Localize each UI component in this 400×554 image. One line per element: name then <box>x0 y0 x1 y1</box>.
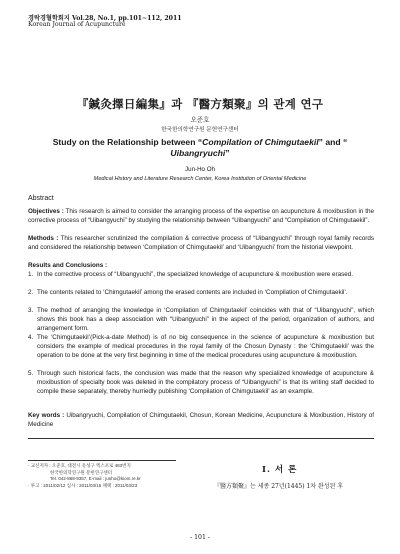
affiliation-ko: 한국한의학연구원 문헌연구센터 <box>161 127 239 133</box>
english-title-mid: ” and “ <box>318 137 348 147</box>
page-number: - 101 - <box>190 534 210 541</box>
english-title-prefix: Study on the Relationship between “ <box>52 137 203 147</box>
keywords-label: Key words : <box>28 412 65 419</box>
methods-text: This researcher scrutinized the compilation & corrective process of “Uibangyuchi” through royal family records and considered the relationship between ‘Compilation of Chimgutaekil’ and ‘Uibangyuchi’ from the historial viewpoint. <box>28 235 374 251</box>
section-heading-introduction: Ⅰ. 서 론 <box>262 465 298 475</box>
footnote-line: Tel. 042-868-9357, E-mail : junho@kiom.re.kr <box>50 476 141 482</box>
abstract-objectives <box>28 208 374 226</box>
objectives-label: Objectives : <box>28 208 64 215</box>
english-title-work2: Uibangryuchi <box>170 147 226 158</box>
abstract-results-label: Results and Conclusions : <box>28 262 108 269</box>
result-item-text: In the corrective process of “Uibangyuchi”, the specialized knowledge of acupuncture & moxibustion were erased. <box>37 271 354 278</box>
footnote-divider <box>28 460 176 461</box>
affiliation-en: Medical History and Literature Research Center, Korea Institution of Oriental Medicine <box>93 176 307 182</box>
english-title-work1: Compilation of Chimgutaekil <box>202 137 319 147</box>
result-item <box>28 307 374 334</box>
result-item <box>28 271 374 280</box>
result-item-number: 2. <box>28 289 34 296</box>
result-item <box>28 334 374 361</box>
journal-header-en: Korean Journal of Acupuncture <box>28 21 126 28</box>
author-name-ko: 오준호 <box>190 116 210 124</box>
abstract-methods <box>28 235 374 253</box>
result-item-number: 1. <box>28 271 34 278</box>
footnote-line: · 투고 : 2011/02/12 심사 : 2011/03/16 채택 : 2011/03/23 <box>28 482 138 488</box>
objectives-text: This research is aimed to consider the arranging process of the expertise on acupuncture & moxibustion in the corrective process of “Uibangyuchi” by studying the relationship between “Uibangyuchi” and “Compilation of Chimgutaekil”. <box>28 208 374 224</box>
result-item-text: The ‘Chimgutaekil’(Pick-a-date Method) is of no big consequence in the science of acupuncture & moxibustion but considers the example of medical procedures in the royal family of the Chosun Dynasty : the ‘Chimgutaekil’ was the operation to be done at the very first beginning in time of the medical procedures using acupuncture & moxibustion. <box>37 334 374 359</box>
footnote <box>28 463 141 489</box>
page-title: 『鍼灸擇日編集』과 『醫方類聚』의 관계 연구 <box>76 97 324 111</box>
keywords <box>28 412 374 430</box>
journal-header-ko: 경락경혈학회지 Vol.28, No.1, pp.101∼112, 2011 <box>28 15 182 22</box>
abstract-heading: Abstract <box>28 195 54 202</box>
result-item <box>28 289 374 298</box>
result-item <box>28 370 374 397</box>
keywords-divider <box>28 438 374 439</box>
methods-label: Methods : <box>28 235 59 242</box>
english-title-suffix: ” <box>225 147 230 158</box>
footnote-line: 한국한의학연구원 문헌연구센터 <box>50 469 113 475</box>
result-item-number: 3. <box>28 307 34 314</box>
keywords-text: Uibangryuchi, Compilation of Chimgutaekil, Chosun, Korean Medicine, Acupuncture & Moxibustion, History of Medicine <box>28 412 374 428</box>
result-item-number: 4. <box>28 334 34 341</box>
author-name-en: Jun-Ho Oh <box>185 166 215 173</box>
introduction-text: 『醫方類聚』는 세종 27년(1445) 1차 완성된 후 <box>214 483 344 490</box>
footnote-line: · 교신저자 : 오준호, 대전시 유성구 엑스포로 483번지 <box>28 463 131 468</box>
result-item-text: Through such historical facts, the conclusion was made that the reason why specialized knowledge of acupuncture & moxibustion of specialty book was deleted in the compilatory process of “Uibangyuchi” is that its writing staff decided to compile these separately, thereby hurriedly publishing ‘Compilation of Chimgutaekil’ as an example. <box>37 370 374 395</box>
result-item-text: The contents related to ‘Chimgutaekil’ among the erased contents are included in ‘Compilation of Chimgutaekil’. <box>37 289 348 296</box>
english-title <box>30 137 370 158</box>
result-item-number: 5. <box>28 370 34 377</box>
result-item-text: The method of arranging the knowledge in ‘Compilation of Chimgutaekil’ coincides with that of “Uibangyuchi”, which shows this book has a deep association with “Uibangyuchi” in the aspect of the period, organization of authors, and arrangement form. <box>37 307 374 332</box>
